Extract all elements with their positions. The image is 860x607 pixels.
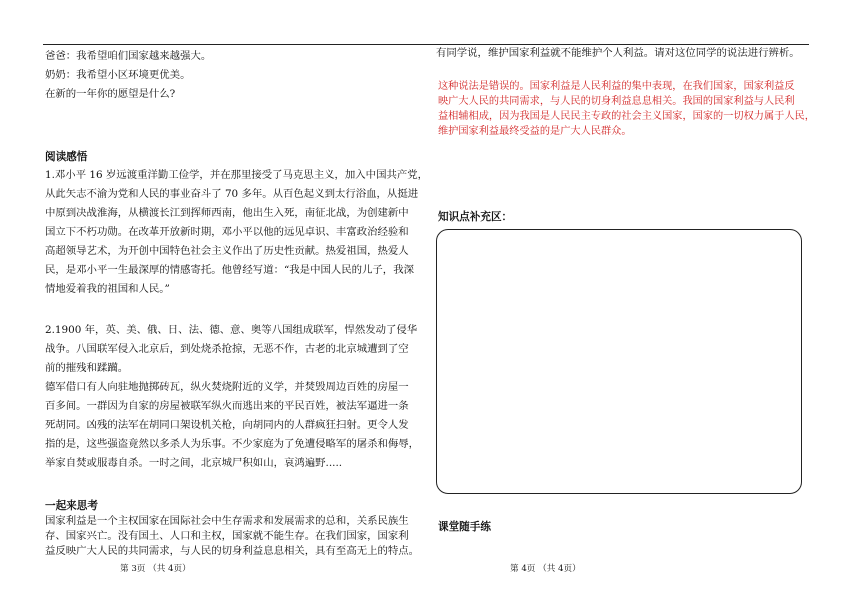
think-line: 存、国家兴亡。没有国土、人口和主权，国家就不能生存。在我们国家，国家利 xyxy=(45,530,409,542)
answer-line: 映广大人民的共同需求，与人民的切身利益息息相关。我国的国家利益与人民利 xyxy=(438,96,795,107)
dialog-line-dad: 爸爸：我希望咱们国家越来越强大。 xyxy=(45,50,212,62)
reading1-line: 民，是邓小平一生最深厚的情感寄托。他曾经写道：“我是中国人民的儿子，我深 xyxy=(45,264,414,276)
think-section-title: 一起来思考 xyxy=(45,500,98,512)
reading2-line: 2.1900 年，英、美、俄、日、法、德、意、奥等八国组成联军，悍然发动了侵华 xyxy=(45,324,418,336)
page-footer-3: 第 3页 （共 4页） xyxy=(120,564,191,574)
reading1-line: 1.邓小平 16 岁远渡重洋勤工俭学，并在那里接受了马克思主义，加入中国共产党， xyxy=(45,169,429,181)
reading2-line: 前的摧残和蹂躏。 xyxy=(45,362,129,374)
answer-line: 维护国家利益最终受益的是广大人民群众。 xyxy=(438,126,632,137)
page-footer-4: 第 4页 （共 4页） xyxy=(510,564,581,574)
reading2-line: 德军借口有人向驻地抛掷砖瓦，纵火焚烧附近的义学，并焚毁周边百姓的房屋一 xyxy=(45,381,409,393)
reading2-line: 举家自焚或服毒自杀。一时之间，北京城尸积如山，哀鸿遍野..... xyxy=(45,457,343,469)
knowledge-section-title: 知识点补充区： xyxy=(438,211,513,223)
reading-section-title: 阅读感悟 xyxy=(45,151,88,163)
reading2-line: 指的是，这些强盗竟然以多杀人为乐事。不少家庭为了免遭侵略军的屠杀和侮辱， xyxy=(45,438,420,450)
question-text: 有同学说，维护国家利益就不能维护个人利益。请对这位同学的说法进行辨析。 xyxy=(436,47,800,59)
reading2-line: 死胡同。凶残的法军在胡同口架设机关枪，向胡同内的人群疯狂扫射。更令人发 xyxy=(45,419,409,431)
reading1-line: 国立下不朽功勋。在改革开放新时期，邓小平以他的远见卓识、丰富政治经验和 xyxy=(45,226,409,238)
reading2-line: 战争。八国联军侵入北京后，到处烧杀抢掠，无恶不作，古老的北京城遭到了空 xyxy=(45,343,409,355)
reading1-line: 从此矢志不渝为党和人民的事业奋斗了 70 多年。从百色起义到太行浴血，从挺进 xyxy=(45,188,419,200)
answer-line: 这种说法是错误的。国家利益是人民利益的集中表现，在我们国家，国家利益反 xyxy=(438,81,795,92)
practice-section-title: 课堂随手练 xyxy=(438,521,491,533)
answer-line: 益相辅相成，因为我国是人民民主专政的社会主义国家，国家的一切权力属于人民， xyxy=(438,111,815,122)
reading1-line: 中原到决战淮海，从横渡长江到挥师西南，他出生入死，南征北战，为创建新中 xyxy=(45,207,409,219)
think-line: 国家利益是一个主权国家在国际社会中生存需求和发展需求的总和，关系民族生 xyxy=(45,515,409,527)
reading1-line: 情地爱着我的祖国和人民。” xyxy=(45,283,170,295)
dialog-line-grandma: 奶奶：我希望小区环境更优美。 xyxy=(45,69,191,81)
knowledge-notes-box[interactable] xyxy=(436,229,802,494)
dialog-question: 在新的一年你的愿望是什么? xyxy=(45,88,176,100)
think-line: 益反映广大人民的共同需求，与人民的切身利益息息相关，具有至高无上的特点。 xyxy=(45,545,420,557)
reading2-line: 百多间。一群因为自家的房屋被联军纵火而逃出来的平民百姓，被法军逼进一条 xyxy=(45,400,409,412)
reading1-line: 高超领导艺术，为开创中国特色社会主义作出了历史性贡献。热爱祖国，热爱人 xyxy=(45,245,409,257)
